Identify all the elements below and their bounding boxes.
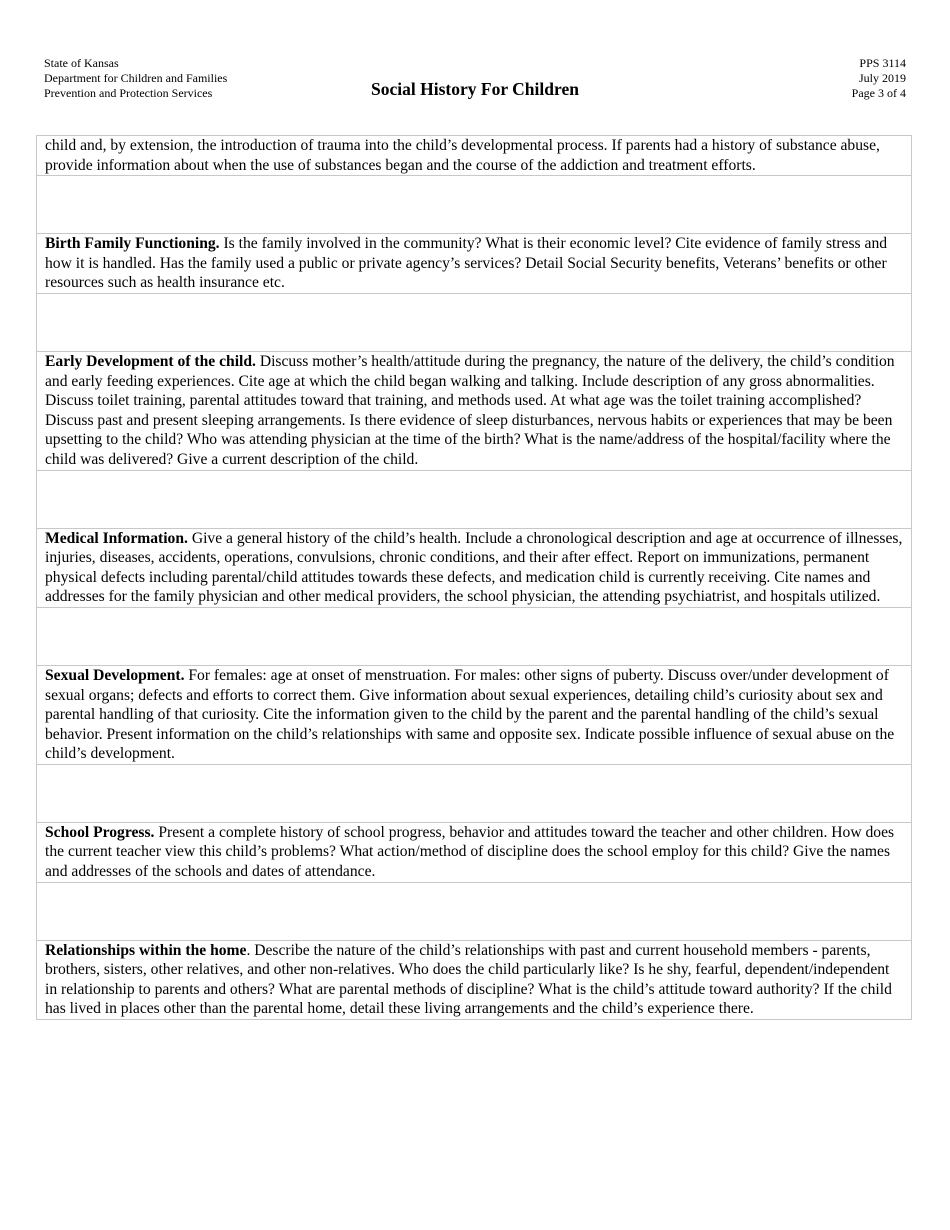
answer-field[interactable]	[37, 882, 912, 940]
form-number: PPS 3114	[859, 56, 906, 70]
answer-row-sexual-development	[37, 764, 912, 822]
answer-field[interactable]	[37, 607, 912, 665]
section-heading: Sexual Development.	[45, 666, 185, 684]
section-row-medical	[37, 528, 912, 607]
section-prompt	[37, 351, 912, 470]
section-row-school-progress	[37, 822, 912, 882]
section-heading: Birth Family Functioning.	[45, 235, 220, 253]
social-history-form-table	[36, 135, 912, 1020]
answer-row-intro-continued	[37, 176, 912, 234]
section-instructions: Present a complete history of school progress, behavior and attitudes toward the teacher and other children. How does the current teacher view this child’s problems? What action/method of discipline does the school employ for this child? Give the names and addresses of the schools and dates of attendance.	[45, 823, 895, 881]
section-row-early-development	[37, 351, 912, 470]
section-heading: Relationships within the home	[45, 941, 247, 959]
section-prompt	[37, 234, 912, 294]
form-info-header	[852, 56, 906, 101]
answer-field[interactable]	[37, 764, 912, 822]
answer-row-school-progress	[37, 882, 912, 940]
agency-line-division: Prevention and Protection Services	[44, 86, 213, 100]
section-row-home-relationships	[37, 940, 912, 1019]
section-prompt	[37, 665, 912, 764]
answer-field[interactable]	[37, 470, 912, 528]
section-row-birth-family	[37, 234, 912, 294]
agency-line-state: State of Kansas	[44, 56, 119, 70]
section-heading: Medical Information.	[45, 529, 188, 547]
section-instructions: child and, by extension, the introduction of trauma into the child’s developmental process. If parents had a history of substance abuse, provide information about when the use of substances began and the course of the addiction and treatment efforts.	[45, 137, 880, 174]
section-instructions: Give a general history of the child’s health. Include a chronological description and age at occurrence of illnesses, injuries, diseases, accidents, operations, convulsions, chronic conditions, and their after effect. Report on immunizations, permanent physical defects including parental/child attitudes towards these defects, and medication child is currently receiving. Cite names and addresses for the family physician and other medical providers, the school physician, the attending psychiatrist, and hospitals utilized.	[45, 529, 903, 606]
answer-row-birth-family	[37, 293, 912, 351]
page-title: Social History For Children	[371, 79, 579, 99]
section-instructions: . Describe the nature of the child’s relationships with past and current household members - parents, brothers, sisters, other relatives, and other non-relatives. Who does the child particularly like? Is he shy, fearful, dependent/independent in relationship to parents and others? What are parental methods of discipline? What is the child’s attitude toward authority? If the child has lived in places other than the parental home, detail these living arrangements and the child’s experience there.	[45, 941, 892, 1018]
agency-line-department: Department for Children and Families	[44, 71, 228, 85]
section-prompt	[37, 528, 912, 607]
answer-field[interactable]	[37, 176, 912, 234]
answer-row-medical	[37, 607, 912, 665]
answer-field[interactable]	[37, 293, 912, 351]
section-heading: School Progress.	[45, 823, 155, 841]
section-row-intro-continued	[37, 136, 912, 176]
page-number: Page 3 of 4	[851, 86, 906, 100]
section-row-sexual-development	[37, 665, 912, 764]
section-instructions: Is the family involved in the community? What is their economic level? Cite evidence of family stress and how it is handled. Has the family used a public or private agency’s services? Detail Social Security benefits, Veterans’ benefits or other resources such as health insurance etc.	[45, 235, 888, 292]
section-prompt	[37, 136, 912, 176]
section-prompt	[37, 940, 912, 1019]
section-instructions: Discuss mother’s health/attitude during the pregnancy, the nature of the delivery, the child’s condition and early feeding experiences. Cite age at which the child began walking and talking. Include description of any gross abnormalities. Discuss toilet training, parental attitudes toward that training, and methods used. At what age was the toilet training accomplished? Discuss past and present sleeping arrangements. Is there evidence of sleep disturbances, nervous habits or experiences that may be been upsetting to the child? Who was attending physician at the time of the birth? What is the name/address of the hospital/facility where the child was delivered? Give a current description of the child.	[45, 352, 895, 468]
section-heading: Early Development of the child.	[45, 352, 256, 370]
answer-row-early-development	[37, 470, 912, 528]
form-date: July 2019	[858, 71, 906, 85]
section-prompt	[37, 822, 912, 882]
section-instructions: For females: age at onset of menstruation. For males: other signs of puberty. Discuss over/under development of sexual organs; defects and efforts to correct them. Give information about sexual experiences, detailing child’s curiosity about sex and parental handling of that curiosity. Cite the information given to the child by the parent and the parental handling of the child’s sexual behavior. Present information on the child’s relationships with same and opposite sex. Indicate possible influence of sexual abuse on the child’s development.	[45, 666, 895, 763]
